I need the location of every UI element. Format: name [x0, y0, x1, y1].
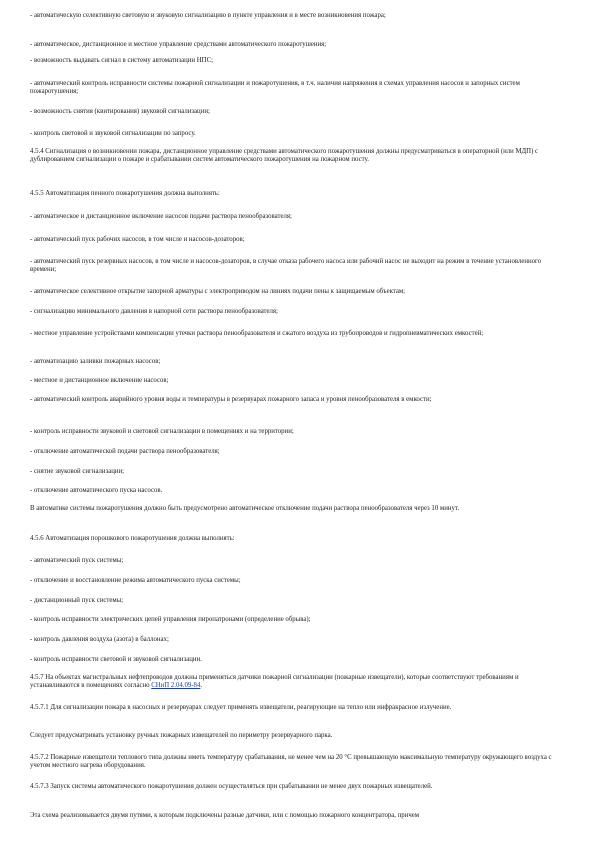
paragraph-text: - автоматический пуск рабочих насосов, в том числе и насосов-дозаторов; [30, 236, 245, 243]
document-link[interactable]: СНиП 2.04.09-84 [151, 682, 201, 690]
paragraph-p28 [30, 636, 565, 644]
paragraph-text: - автоматическое селективное открытие запорной арматуры с электроприводом на линиях подачи пены к защищаемым объектам; [30, 288, 406, 295]
paragraph-text: 4.5.4 Сигнализация о возникновении пожара, дистанционное управление средствами автоматического пожаротушения должны предусматриваться в операторной (или МДП) с дублированием сигнализации о пожаре и срабатывании систем автоматического пожаротушения на пожарном посту. [30, 148, 539, 164]
paragraph-p01 [30, 12, 565, 20]
paragraph-text: - отключение и восстановление режима автоматического пуска системы; [30, 577, 241, 584]
paragraph-p09 [30, 213, 565, 221]
paragraph-text: - автоматический пуск резервных насосов, в том числе и насосов-дозаторов, в случае отказа рабочего насоса или рабочий насос не выходит на режим в течение установленного времени; [30, 258, 542, 274]
paragraph-text: 4.5.6 Автоматизация порошкового пожаротушения должна выполнять: [30, 535, 235, 542]
paragraph-p33 [30, 754, 565, 771]
paragraph-p06 [30, 130, 565, 138]
paragraph-p32 [30, 732, 565, 740]
paragraph-text: - автоматизацию заливки пожарных насосов; [30, 358, 161, 365]
paragraph-text: - возможность снятия (квитирования) звуковой сигнализации; [30, 108, 210, 115]
paragraph-text: - контроль световой и звуковой сигнализации по запросу. [30, 130, 196, 137]
paragraph-p02 [30, 41, 565, 49]
paragraph-text: - автоматическую селективную световую и звуковую сигнализацию в пункте управления и в месте возникновения пожара; [30, 12, 386, 19]
paragraph-p27 [30, 616, 565, 624]
paragraph-p16 [30, 377, 565, 385]
paragraph-p11 [30, 258, 565, 275]
paragraph-p31 [30, 704, 565, 712]
paragraph-p35 [30, 812, 565, 820]
paragraph-p26 [30, 597, 565, 605]
paragraph-p20 [30, 468, 565, 476]
paragraph-text: Следует предусматривать установку ручных пожарных извещателей по периметру резервуарного парка. [30, 732, 333, 739]
paragraph-p23 [30, 535, 565, 543]
paragraph-text: - снятие звуковой сигнализации; [30, 468, 125, 475]
paragraph-text: - автоматическое и дистанционное включение насосов подачи раствора пенообразователя; [30, 213, 292, 220]
paragraph-p29 [30, 656, 565, 664]
paragraph-p30 [30, 674, 565, 691]
paragraph-text: - отключение автоматической подачи раствора пенообразователя; [30, 448, 220, 455]
paragraph-text: - местное управление устройствами компенсации утечки раствора пенообразователя и сжатого воздуха из трубопроводов и гидропневматических емкостей; [30, 330, 484, 337]
paragraph-p18 [30, 428, 565, 436]
paragraph-text: 4.5.7 На объектах магистральных нефтепроводов должны применяться датчики пожарной сигнализации (пожарные извещатели), которые соответствуют требованиям и устанавливаются в помещениях согласно [30, 674, 519, 690]
paragraph-p13 [30, 308, 565, 316]
paragraph-text: - возможность выдавать сигнал в систему автоматизации НПС; [30, 57, 213, 64]
paragraph-text: - сигнализацию минимального давления в напорной сети раствора пенообразователя; [30, 308, 278, 315]
paragraph-text: Эта схема реализовывается двумя путями, к которым подключены разные датчики, или с помощью пожарного концентратора, причем [30, 812, 420, 819]
paragraph-text: 4.5.7.2 Пожарные извещатели теплового типа должны иметь температуру срабатывания, не менее чем на 20 °С превышающую максимальную температуру окружающего воздуха с учетом местного нагрева оборудования. [30, 754, 552, 770]
paragraph-text: - контроль исправности световой и звуковой сигнализации. [30, 656, 202, 663]
paragraph-p07 [30, 148, 565, 165]
paragraph-p08 [30, 190, 565, 198]
paragraph-text: - контроль исправности звуковой и световой сигнализации в помещениях и на территории; [30, 428, 294, 435]
paragraph-p12 [30, 288, 565, 296]
paragraph-text: - отключение автоматического пуска насосов. [30, 487, 163, 494]
paragraph-p17 [30, 396, 565, 404]
paragraph-text: - дистанционный пуск системы; [30, 597, 124, 604]
paragraph-p19 [30, 448, 565, 456]
paragraph-p04 [30, 80, 565, 97]
paragraph-p05 [30, 108, 565, 116]
paragraph-p14 [30, 330, 565, 338]
paragraph-text: 4.5.5 Автоматизация пенного пожаротушения должна выполнять: [30, 190, 220, 197]
paragraph-text: - автоматический контроль аварийного уровня воды и температуры в резервуарах пожарного запаса и уровня пенообразователя в емкости; [30, 396, 432, 403]
paragraph-p24 [30, 557, 565, 565]
paragraph-p34 [30, 783, 565, 791]
paragraph-text: - контроль давления воздуха (азота) в баллонах; [30, 636, 169, 643]
paragraph-p21 [30, 487, 565, 495]
paragraph-text: - автоматический контроль исправности системы пожарной сигнализации и пожаротушения, в т.ч. наличия напряжения в схемах управления насосов и запорных систем пожаротушения; [30, 80, 520, 96]
paragraph-p25 [30, 577, 565, 585]
paragraph-text: - местное и дистанционное включение насосов; [30, 377, 169, 384]
paragraph-text: - автоматический пуск системы; [30, 557, 124, 564]
paragraph-text: 4.5.7.3 Запуск системы автоматического пожаротушения должен осуществляться при срабатывании не менее двух пожарных извещателей. [30, 783, 433, 790]
paragraph-p15 [30, 358, 565, 366]
paragraph-text: В автоматике системы пожаротушения должно быть предусмотрено автоматическое отключение подачи раствора пенообразователя через 10 минут. [30, 505, 460, 512]
paragraph-text-after-link: . [200, 682, 203, 690]
paragraph-text: - контроль исправности электрических цепей управления пиропатронами (определение обрыва); [30, 616, 311, 623]
paragraph-p10 [30, 236, 565, 244]
paragraph-text: 4.5.7.1 Для сигнализации пожара в насосных и резервуарах следует применять извещатели, реагирующие на тепло или инфракрасное излучение. [30, 704, 452, 711]
paragraph-p22 [30, 505, 565, 513]
paragraph-text: - автоматическое, дистанционное и местное управление средствами автоматического пожаротушения; [30, 41, 327, 48]
paragraph-p03 [30, 57, 565, 65]
